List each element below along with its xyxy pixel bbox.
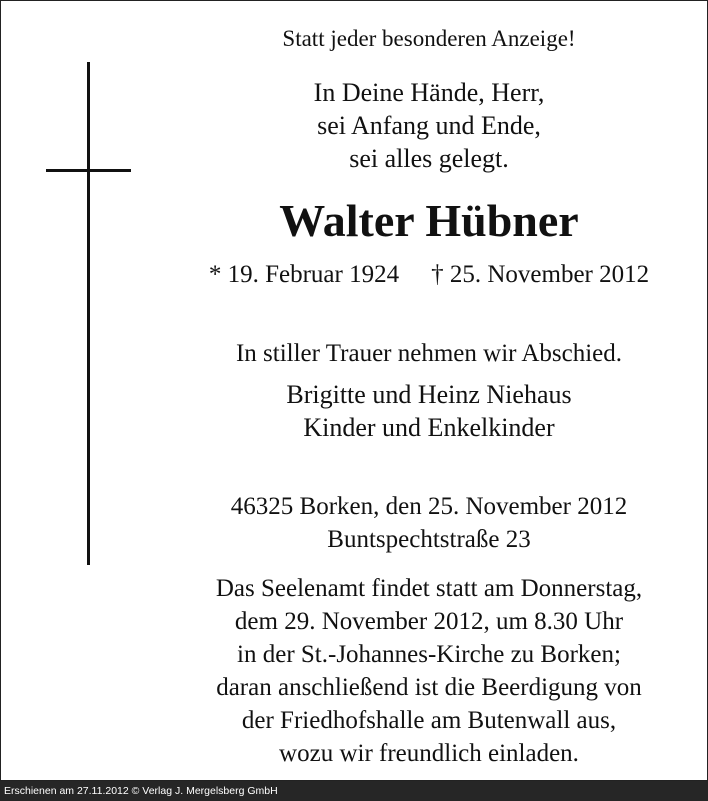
- birth-date: * 19. Februar 1924: [208, 261, 400, 288]
- service-line: wozu wir freundlich einladen.: [279, 740, 579, 767]
- verse-line: In Deine Hände, Herr,: [313, 78, 545, 107]
- verse: [173, 76, 685, 175]
- cross-icon: [87, 62, 90, 565]
- header-text: Statt jeder besonderen Anzeige!: [282, 26, 576, 51]
- service-line: daran anschließend ist die Beerdigung von: [216, 674, 642, 701]
- family-line: Brigitte und Heinz Niehaus: [286, 380, 572, 409]
- verse-line: sei alles gelegt.: [349, 144, 509, 173]
- service-line: dem 29. November 2012, um 8.30 Uhr: [234, 608, 624, 635]
- publication-footer: Erschienen am 27.11.2012 © Verlag J. Mergelsberg GmbH: [0, 781, 708, 801]
- address-line: 46325 Borken, den 25. November 2012: [230, 493, 628, 520]
- service-line: in der St.-Johannes-Kirche zu Borken;: [237, 641, 621, 668]
- deceased-name: Walter Hübner: [279, 195, 579, 246]
- family-block: [173, 378, 685, 444]
- service-line: Das Seelenamt findet statt am Donnerstag,: [215, 575, 643, 602]
- life-dates: [173, 258, 685, 292]
- address-line: Buntspechtstraße 23: [327, 526, 531, 553]
- death-date: † 25. November 2012: [431, 261, 650, 288]
- mourning-text: In stiller Trauer nehmen wir Abschied.: [235, 340, 623, 367]
- address-block: [173, 490, 685, 556]
- family-line: Kinder und Enkelkinder: [303, 413, 555, 442]
- verse-line: sei Anfang und Ende,: [317, 111, 541, 140]
- cross-icon-bar: [46, 169, 131, 172]
- service-block: [173, 572, 685, 770]
- service-line: der Friedhofshalle am Butenwall aus,: [241, 707, 617, 734]
